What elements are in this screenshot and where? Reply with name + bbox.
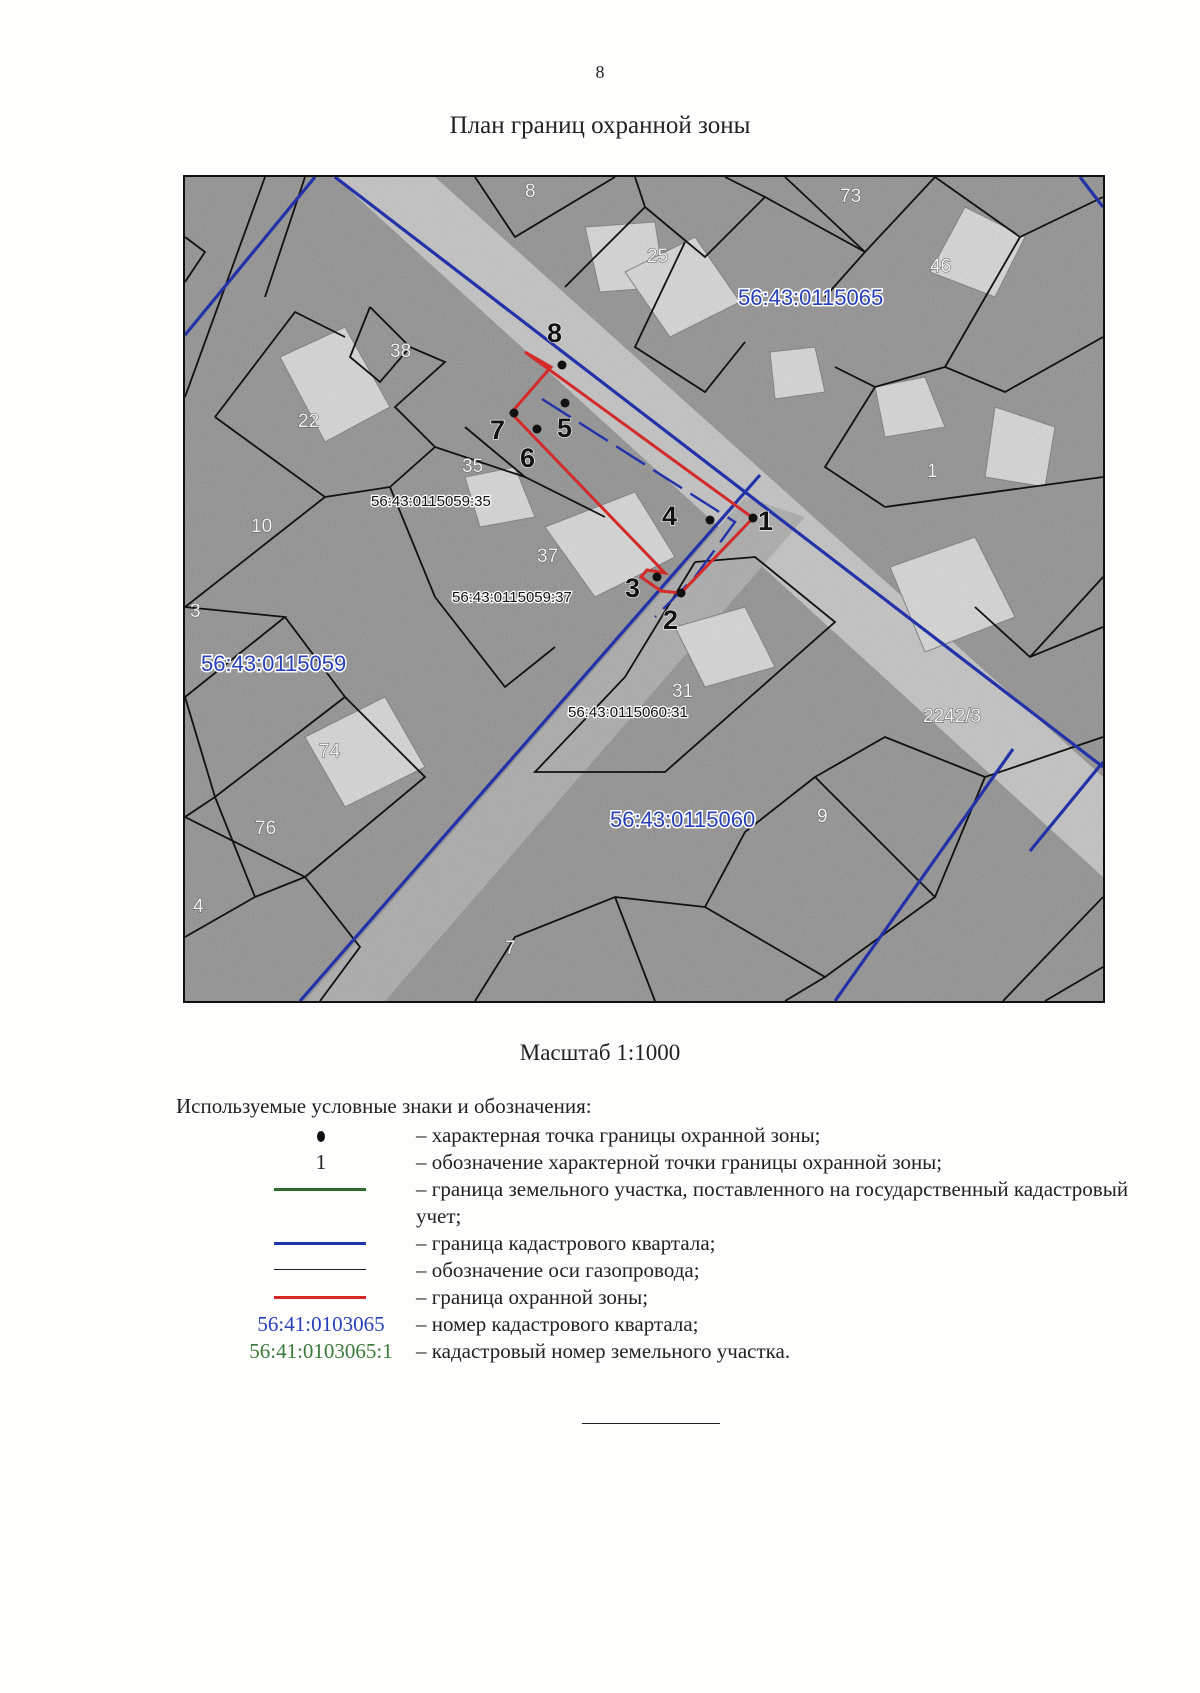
zone-point-5 [561,399,570,408]
legend-row-parcel-number [176,1338,1136,1365]
house-number: 38 [390,341,412,362]
point-number-6: 6 [520,443,536,473]
page-number: 8 [595,62,605,82]
house-number: 1 [927,461,938,482]
house-number: 73 [840,186,862,207]
legend-title: Используемые условные знаки и обозначения: [176,1094,592,1118]
legend-description: – обозначение характерной точки границы охранной зоны; [416,1150,943,1174]
house-number: 7 [505,938,516,959]
legend-description: – граница кадастрового квартала; [416,1231,716,1255]
house-number: 37 [537,546,559,567]
legend-row-parcel-boundary [176,1176,1136,1230]
legend-row-zone-boundary [176,1284,1136,1311]
legend-description: – номер кадастрового квартала; [416,1312,699,1336]
legend-description: – граница охранной зоны; [416,1285,649,1309]
house-number: 3 [190,601,201,622]
point-number-3: 3 [625,573,641,603]
legend-row-quarter-boundary [176,1230,1136,1257]
legend-symbol-line [206,1230,436,1257]
legend-symbol-parcel-number: 56:41:0103065:1 [249,1339,393,1363]
zone-point-7 [510,409,519,418]
legend-symbol-quarter-number: 56:41:0103065 [257,1312,385,1336]
legend-row-quarter-number [176,1311,1136,1338]
blue-line-icon [274,1242,366,1245]
house-number: 46 [930,256,952,277]
legend-row-point-number [176,1149,1136,1176]
house-number: 25 [647,246,669,267]
legend-row-gas-axis [176,1257,1136,1284]
house-number: 76 [255,818,277,839]
point-number-2: 2 [663,605,679,635]
zone-point-4 [706,516,715,525]
green-line-icon [274,1188,366,1191]
zone-point-6 [533,425,542,434]
legend-description: – обозначение оси газопровода; [416,1258,700,1282]
parcel-label-35: 56:43:0115059:35 [371,493,491,510]
zone-point-3 [653,573,662,582]
legend-row-point [176,1122,1136,1149]
legend-description: – характерная точка границы охранной зоны; [416,1123,821,1147]
point-number-5: 5 [557,413,573,443]
quarter-label-0115065: 56:43:0115065 [738,285,884,310]
zone-point-2 [677,589,686,598]
house-number: 22 [298,411,320,432]
divider-line [582,1423,720,1424]
legend [176,1093,1136,1365]
thin-line-icon [274,1269,366,1270]
point-number-4: 4 [662,501,678,531]
quarter-label-0115059: 56:43:0115059 [201,651,347,676]
page-title: План границ охранной зоны [449,112,751,139]
parcel-label-37: 56:43:0115059:37 [452,589,572,606]
point-number-1: 1 [758,506,774,536]
point-dot-icon [317,1131,325,1142]
house-number: 2242/3 [923,706,982,727]
house-number: 9 [817,806,828,827]
cadastral-map [183,175,1105,1003]
zone-point-8 [558,361,567,370]
point-number-8: 8 [547,318,563,348]
zone-point-1 [749,514,758,523]
legend-description: – кадастровый номер земельного участка. [416,1339,791,1363]
house-number: 10 [251,516,273,537]
house-number: 8 [525,181,536,202]
aerial-texture [185,177,1103,1001]
quarter-label-0115060: 56:43:0115060 [610,807,756,832]
legend-symbol-line [206,1176,436,1203]
map-scale: Масштаб 1:1000 [519,1040,681,1065]
house-number: 31 [672,681,694,702]
point-number-7: 7 [490,415,506,445]
house-number: 35 [462,456,484,477]
legend-symbol-number: 1 [315,1150,327,1174]
house-number: 4 [193,896,204,917]
parcel-label-31: 56:43:0115060:31 [568,704,688,721]
legend-symbol-line [206,1284,436,1311]
house-number: 74 [319,741,341,762]
red-line-icon [274,1296,366,1299]
legend-symbol-line [206,1257,436,1284]
legend-description: – граница земельного участка, поставленного на государственный кадастровый учет; [416,1177,1129,1228]
legend-symbol-dot [206,1122,436,1149]
